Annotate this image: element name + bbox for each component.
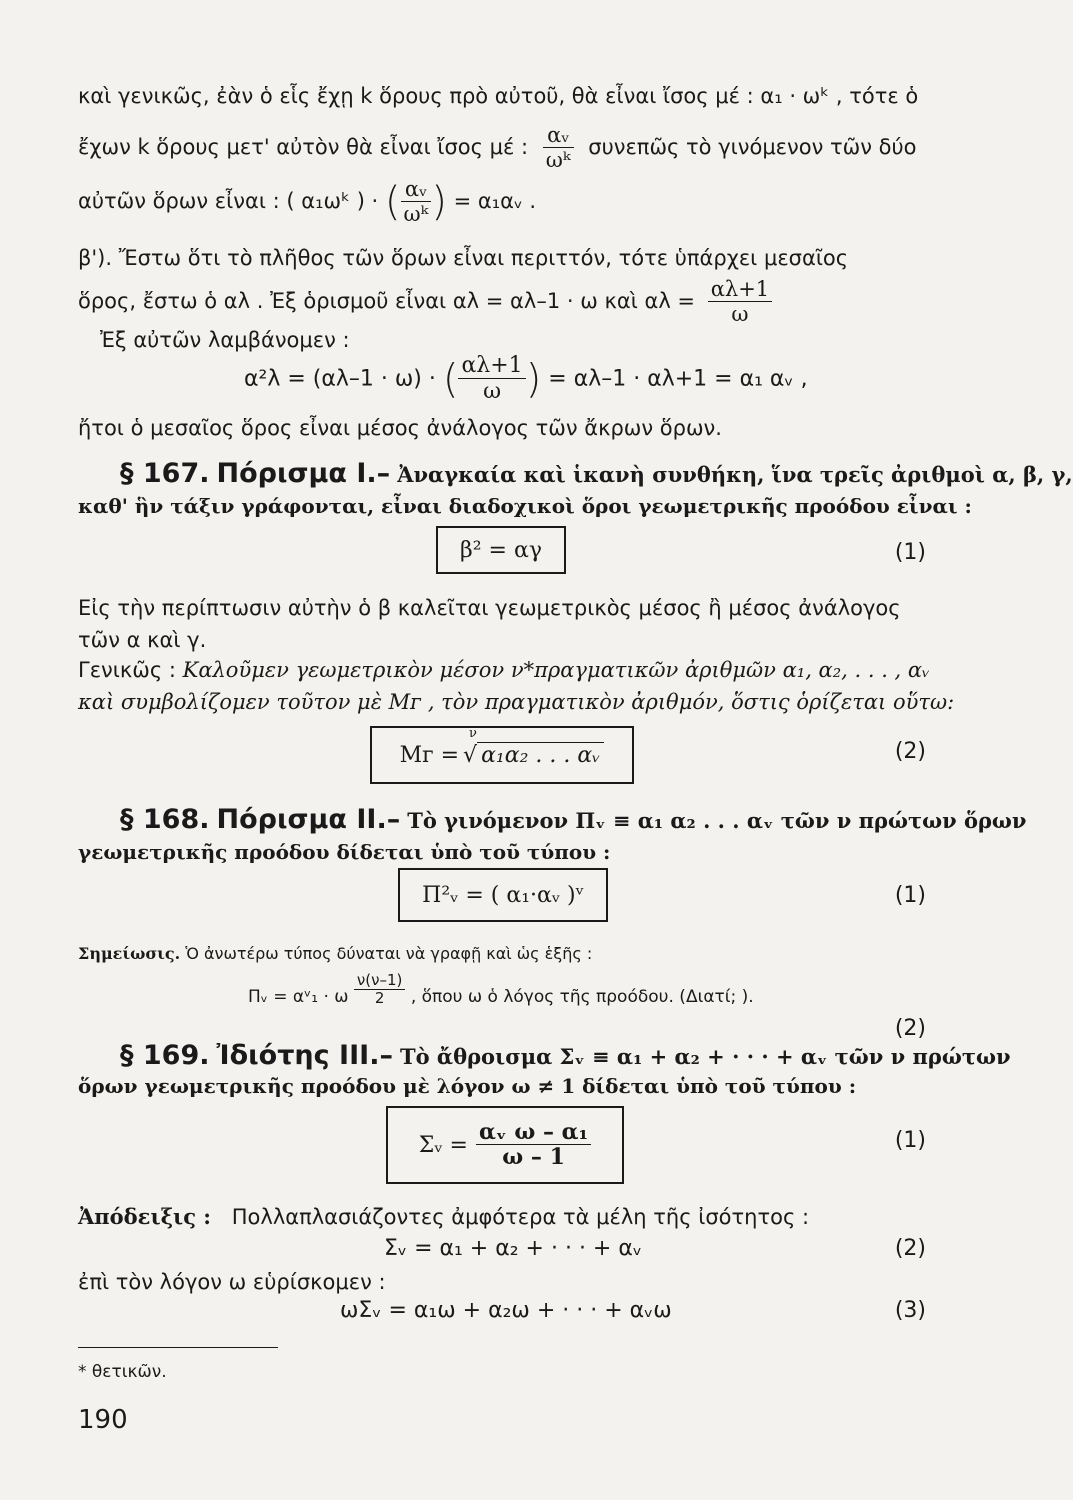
s169-equation-3: ωΣᵥ = α₁ω + α₂ω + · · · + αᵥω bbox=[340, 1298, 672, 1323]
beta-line-2 bbox=[78, 278, 772, 326]
intro-line-2-text-a: ἔχων k ὅρους μετ' αὐτὸν θὰ εἶναι ἴσος μέ : bbox=[78, 135, 529, 160]
intro-line-1: καὶ γενικῶς, ἐὰν ὁ εἷς ἔχῃ k ὅρους πρὸ αὐτοῦ, θὰ εἶναι ἴσος μέ : α₁ · ωᵏ , τότε ὁ bbox=[78, 84, 919, 108]
intro-line-2-fraction bbox=[543, 124, 574, 172]
section-167-line-2: καθ' ἣν τάξιν γράφονται, εἶναι διαδοχικοὶ ὅροι γεωμετρικῆς προόδου εἶναι : bbox=[78, 494, 972, 518]
formula-box-sum bbox=[386, 1106, 624, 1184]
section-text: Τὸ γινόμενον Πᵥ ≡ α₁ α₂ . . . αᵥ τῶν ν πρώτων ὅρων bbox=[407, 808, 1027, 833]
intro-line-3-fraction bbox=[401, 178, 432, 226]
sum-fraction bbox=[476, 1120, 591, 1170]
fraction-denominator: ω bbox=[483, 379, 502, 405]
intro-line-3-text-b: = α₁αᵥ . bbox=[453, 189, 537, 214]
nth-root bbox=[463, 726, 604, 768]
proof-text: Πολλαπλασιάζοντες ἀμφότερα τὰ μέλη τῆς ἰσότητος : bbox=[231, 1205, 810, 1229]
s167-para-4: καὶ συμβολίζομεν τοῦτον μὲ Mᴦ , τὸν πραγματικὸν ἀριθμόν, ὅστις ὁρίζεται οὕτω: bbox=[78, 690, 955, 714]
box-formula: Π²ᵥ = ( α₁·αᵥ )ᵛ bbox=[422, 882, 584, 908]
note-label: Σημείωσις. bbox=[78, 944, 181, 963]
left-paren: ( bbox=[384, 179, 401, 226]
intro-line-2-text-b: συνεπῶς τὸ γινόμενον τῶν δύο bbox=[588, 135, 917, 160]
right-paren: ) bbox=[431, 179, 447, 226]
s168-note bbox=[78, 944, 592, 963]
page-number: 190 bbox=[78, 1405, 128, 1435]
root-index: ν bbox=[469, 726, 477, 741]
s169-after-line: ἐπὶ τὸν λόγον ω εὑρίσκομεν : bbox=[78, 1270, 386, 1294]
fraction-denominator: ωᵏ bbox=[403, 202, 429, 227]
s167-generally-text: Καλοῦμεν γεωμετρικὸν μέσον ν*πραγματικῶν ἀριθμῶν α₁, α₂, . . . , αᵥ bbox=[182, 658, 930, 682]
radical-sign: √ bbox=[463, 743, 478, 768]
beta-eq-fraction bbox=[458, 354, 525, 404]
beta-eq-right: = αλ–1 · αλ+1 = α₁ αᵥ , bbox=[548, 366, 808, 392]
equation-number: (2) bbox=[894, 739, 926, 764]
beta-line-1: β'). Ἔστω ὅτι τὸ πλῆθος τῶν ὅρων εἶναι περιττόν, τότε ὑπάρχει μεσαῖος bbox=[78, 246, 849, 270]
section-title: Ἰδιότης III.– bbox=[216, 1040, 393, 1071]
equation-number: (3) bbox=[894, 1298, 926, 1323]
exponent-fraction bbox=[354, 972, 406, 1007]
formula-box-geometric-mean bbox=[436, 526, 566, 574]
beta-line-2-text: ὅρος, ἔστω ὁ αλ . Ἐξ ὁρισμοῦ εἶναι αλ = αλ–1 · ω καὶ αλ = bbox=[78, 289, 696, 314]
footnote-rule bbox=[78, 1347, 278, 1348]
s169-equation-2: Σᵥ = α₁ + α₂ + · · · + αᵥ bbox=[384, 1236, 643, 1261]
left-paren: ( bbox=[442, 356, 459, 403]
fraction-denominator: ωᵏ bbox=[545, 148, 571, 173]
radicand: α₁α₂ . . . αᵥ bbox=[477, 742, 604, 768]
proof-label: Ἀπόδειξις : bbox=[78, 1204, 212, 1229]
section-title: Πόρισμα I.– bbox=[216, 458, 391, 489]
section-title: Πόρισμα II.– bbox=[216, 804, 401, 835]
fraction-numerator: αλ+1 bbox=[708, 278, 772, 302]
eq-left: Πᵥ = αᵛ₁ · ω bbox=[248, 986, 349, 1007]
beta-equation bbox=[244, 354, 808, 404]
section-number: § 168. bbox=[120, 804, 210, 835]
box-left: Mᴦ = bbox=[399, 742, 460, 768]
section-169-line-2: ὅρων γεωμετρικῆς προόδου μὲ λόγον ω ≠ 1 δίδεται ὑπὸ τοῦ τύπου : bbox=[78, 1074, 857, 1098]
section-169-heading bbox=[120, 1040, 1011, 1071]
exponent-numerator: ν(ν–1) bbox=[354, 972, 406, 990]
section-number: § 169. bbox=[120, 1040, 210, 1071]
section-168-line-2: γεωμετρικῆς προόδου δίδεται ὑπὸ τοῦ τύπου : bbox=[78, 840, 611, 864]
section-168-heading bbox=[120, 804, 1026, 835]
equation-number: (2) bbox=[894, 1016, 926, 1041]
section-167-heading bbox=[120, 458, 1073, 489]
s167-para-1: Εἰς τὴν περίπτωσιν αὐτὴν ὁ β καλεῖται γεωμετρικὸς μέσος ἢ μέσος ἀνάλογος bbox=[78, 596, 901, 620]
formula-box-product bbox=[398, 868, 608, 922]
beta-eq-left: α²λ = (αλ–1 · ω) · bbox=[244, 366, 436, 392]
beta-line-5: ἤτοι ὁ μεσαῖος ὅρος εἶναι μέσος ἀνάλογος τῶν ἄκρων ὅρων. bbox=[78, 416, 722, 440]
s167-para-3 bbox=[78, 658, 930, 682]
intro-line-3-text-a: αὐτῶν ὅρων εἶναι : ( α₁ωᵏ ) · bbox=[78, 189, 379, 214]
equation-number: (1) bbox=[894, 1128, 926, 1153]
box-formula: β² = αγ bbox=[460, 537, 542, 563]
fraction-numerator: αᵥ ω – α₁ bbox=[476, 1120, 591, 1145]
equation-number: (2) bbox=[894, 1236, 926, 1261]
intro-line-3 bbox=[78, 178, 536, 226]
footnote: * θετικῶν. bbox=[78, 1362, 167, 1382]
equation-number: (1) bbox=[894, 883, 926, 908]
fraction-denominator: ω – 1 bbox=[502, 1143, 565, 1170]
intro-line-2 bbox=[78, 124, 917, 172]
exponent-denominator: 2 bbox=[374, 988, 385, 1007]
s167-generally-label: Γενικῶς : bbox=[78, 658, 176, 682]
fraction-numerator: αλ+1 bbox=[458, 354, 525, 379]
beta-line-2-fraction bbox=[708, 278, 772, 326]
beta-line-3: Ἐξ αὐτῶν λαμβάνομεν : bbox=[100, 328, 350, 352]
formula-box-general-mean bbox=[370, 726, 634, 784]
box-left: Σᵥ = bbox=[418, 1132, 468, 1158]
section-number: § 167. bbox=[120, 458, 210, 489]
note-text: Ὁ ἀνωτέρω τύπος δύναται νὰ γραφῇ καὶ ὡς ἑξῆς : bbox=[185, 944, 593, 963]
section-text: Ἀναγκαία καὶ ἱκανὴ συνθήκη, ἵνα τρεῖς ἀριθμοὶ α, β, γ, bbox=[397, 462, 1073, 487]
eq-right: , ὅπου ω ὁ λόγος τῆς προόδου. (Διατί; ). bbox=[410, 986, 754, 1007]
right-paren: ) bbox=[525, 356, 542, 403]
s167-para-2: τῶν α καὶ γ. bbox=[78, 628, 207, 652]
s169-proof-line bbox=[78, 1204, 809, 1229]
equation-number: (1) bbox=[894, 540, 926, 565]
fraction-denominator: ω bbox=[731, 302, 749, 327]
section-text: Τὸ ἄθροισμα Σᵥ ≡ α₁ + α₂ + · · · + αᵥ τῶν ν πρώτων bbox=[399, 1044, 1011, 1069]
fraction-numerator: αᵥ bbox=[401, 178, 432, 202]
s168-equation-2 bbox=[248, 971, 754, 1007]
fraction-numerator: αᵥ bbox=[543, 124, 574, 148]
